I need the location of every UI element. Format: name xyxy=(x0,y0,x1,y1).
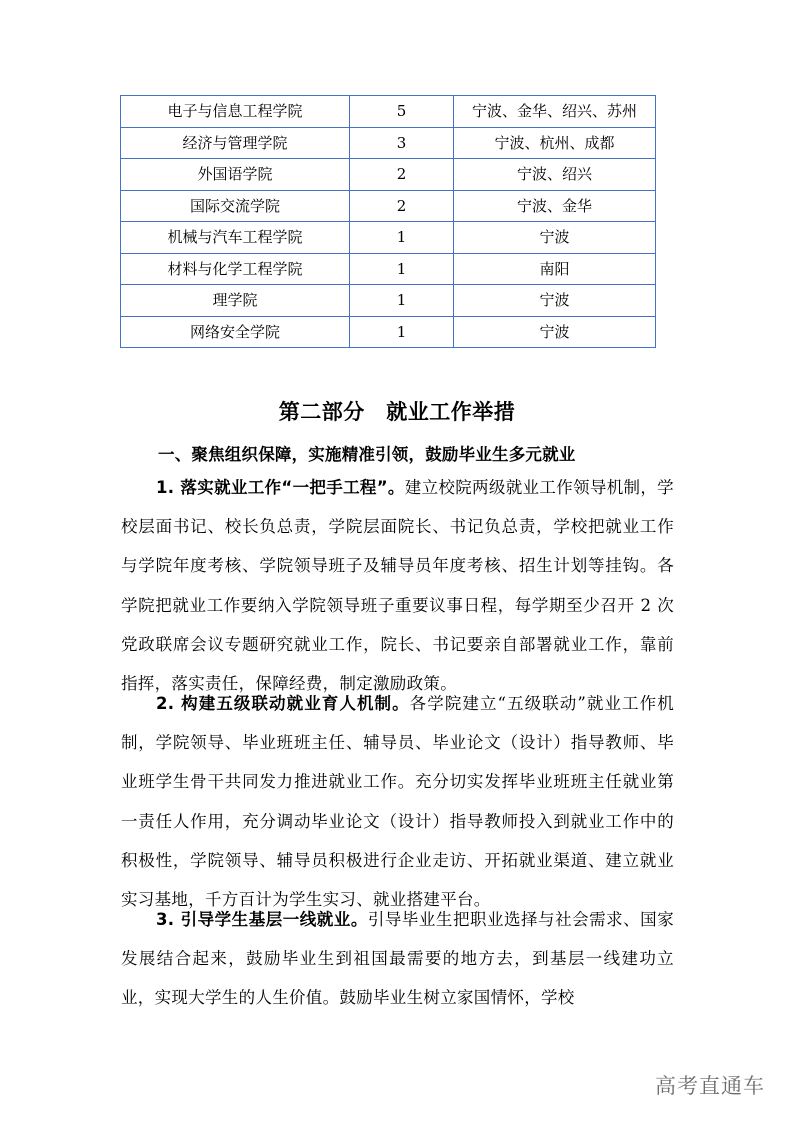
paragraph-2 xyxy=(121,684,674,919)
paragraph-1-body: 建立校院两级就业工作领导机制，学校层面书记、校长负总责，学院层面院长、书记负总责，学校把就业工作与学院年度考核、学院领导班子及辅导员年度考核、招生计划等挂钩。各学院把就业工作要纳入学院领导班子重要议事日程，每学期至少召开 2 次党政联席会议专题研究就业工作，院长、书记要亲自部署就业工作，靠前指挥，落实责任，保障经费，制定激励政策。 xyxy=(121,478,674,694)
location-cell: 宁波、绍兴 xyxy=(454,159,656,191)
paragraph-1 xyxy=(121,468,674,703)
location-cell: 宁波 xyxy=(454,222,656,254)
table-row xyxy=(121,96,656,128)
section-title: 第二部分 就业工作举措 xyxy=(278,400,516,424)
paragraph-3-body: 引导毕业生把职业选择与社会需求、国家发展结合起来，鼓励毕业生到祖国最需要的地方去，到基层一线建功立业，实现大学生的人生价值。鼓励毕业生树立家国情怀，学校 xyxy=(121,910,674,1008)
paragraph-2-body: 各学院建立“五级联动”就业工作机制，学院领导、毕业班班主任、辅导员、毕业论文（设计）指导教师、毕业班学生骨干共同发力推进就业工作。充分切实发挥毕业班班主任就业第一责任人作用，充分调动毕业论文（设计）指导教师投入到就业工作中的积极性，学院领导、辅导员积极进行企业走访、开拓就业渠道、建立就业实习基地，千方百计为学生实习、就业搭建平台。 xyxy=(121,694,674,910)
table-row xyxy=(121,253,656,285)
table-body xyxy=(121,96,656,348)
count-cell: 1 xyxy=(350,316,454,348)
count-cell: 2 xyxy=(350,159,454,191)
count-cell: 1 xyxy=(350,222,454,254)
college-cell: 机械与汽车工程学院 xyxy=(121,222,350,254)
college-cell: 电子与信息工程学院 xyxy=(121,96,350,128)
paragraph-3-lead: 3. 引导学生基层一线就业。 xyxy=(156,910,368,929)
paragraph-1-lead: 1. 落实就业工作“一把手工程”。 xyxy=(156,478,405,497)
college-cell: 材料与化学工程学院 xyxy=(121,253,350,285)
table-row xyxy=(121,316,656,348)
college-cell: 国际交流学院 xyxy=(121,190,350,222)
employment-table xyxy=(120,95,656,348)
location-cell: 宁波 xyxy=(454,285,656,317)
college-cell: 理学院 xyxy=(121,285,350,317)
count-cell: 1 xyxy=(350,253,454,285)
count-cell: 3 xyxy=(350,127,454,159)
table-row xyxy=(121,285,656,317)
watermark: 高考直通车 xyxy=(655,1074,765,1098)
count-cell: 2 xyxy=(350,190,454,222)
table-row xyxy=(121,159,656,191)
location-cell: 南阳 xyxy=(454,253,656,285)
count-cell: 1 xyxy=(350,285,454,317)
table-row xyxy=(121,190,656,222)
subsection-title: 一、聚焦组织保障，实施精准引领，鼓励毕业生多元就业 xyxy=(158,445,576,464)
college-cell: 网络安全学院 xyxy=(121,316,350,348)
paragraph-3 xyxy=(121,900,674,1018)
college-cell: 外国语学院 xyxy=(121,159,350,191)
college-cell: 经济与管理学院 xyxy=(121,127,350,159)
table-row xyxy=(121,127,656,159)
location-cell: 宁波、杭州、成都 xyxy=(454,127,656,159)
paragraph-2-lead: 2. 构建五级联动就业育人机制。 xyxy=(156,694,410,713)
location-cell: 宁波 xyxy=(454,316,656,348)
location-cell: 宁波、金华 xyxy=(454,190,656,222)
count-cell: 5 xyxy=(350,96,454,128)
table-row xyxy=(121,222,656,254)
location-cell: 宁波、金华、绍兴、苏州 xyxy=(454,96,656,128)
